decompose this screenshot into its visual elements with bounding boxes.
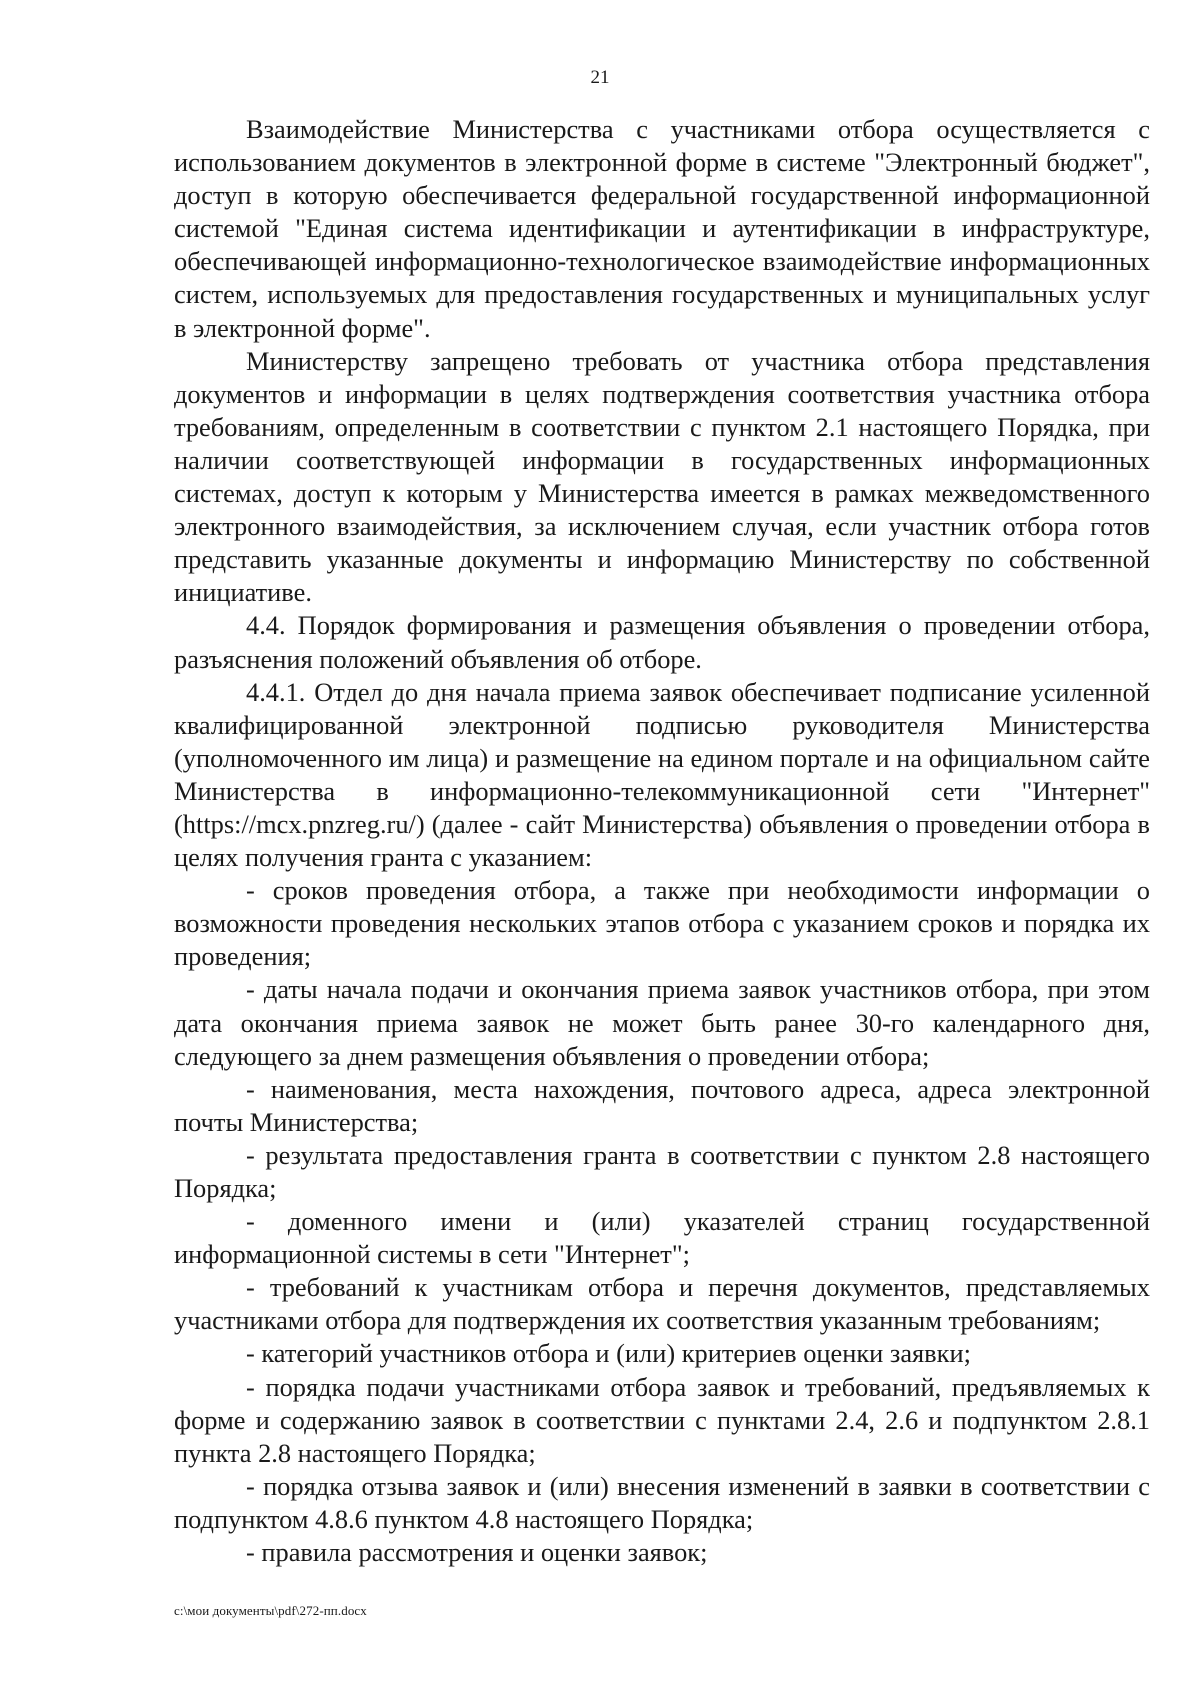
- paragraph: Взаимодействие Министерства с участниками отбора осуществляется с использованием документов в электронной форме в системе "Электронный бюджет", доступ в которую обеспечивается федеральной государственной информационной системой "Единая система идентификации и аутентификации в инфраструктуре, обеспечивающей информационно-технологическое взаимодействие информационных систем, используемых для предоставления государственных и муниципальных услуг в электронной форме".: [174, 114, 1150, 343]
- list-item: - даты начала подачи и окончания приема заявок участников отбора, при этом дата окончания приема заявок не может быть ранее 30-го календарного дня, следующего за днем размещения объявления о проведении отбора;: [174, 974, 1150, 1071]
- footer-file-path: c:\мои документы\pdf\272-пп.docx: [174, 1603, 367, 1618]
- page-number: 21: [590, 67, 610, 88]
- list-item: - наименования, места нахождения, почтового адреса, адреса электронной почты Министерства;: [174, 1073, 1150, 1137]
- list-item: - категорий участников отбора и (или) критериев оценки заявки;: [246, 1338, 971, 1369]
- document-body: [174, 113, 1150, 1569]
- list-item: - требований к участникам отбора и перечня документов, представляемых участниками отбора для подтверждения их соответствия указанным требованиям;: [174, 1272, 1150, 1336]
- list-item: - правила рассмотрения и оценки заявок;: [246, 1537, 708, 1568]
- list-item: - результата предоставления гранта в соответствии с пунктом 2.8 настоящего Порядка;: [174, 1139, 1150, 1203]
- list-item: - доменного имени и (или) указателей страниц государственной информационной системы в сети "Интернет";: [174, 1206, 1150, 1270]
- list-item: - сроков проведения отбора, а также при необходимости информации о возможности проведения нескольких этапов отбора с указанием сроков и порядка их проведения;: [174, 875, 1150, 972]
- paragraph: 4.4. Порядок формирования и размещения объявления о проведении отбора, разъяснения положений объявления об отборе.: [174, 610, 1150, 674]
- list-item: - порядка подачи участниками отбора заявок и требований, предъявляемых к форме и содержанию заявок в соответствии с пунктами 2.4, 2.6 и подпунктом 2.8.1 пункта 2.8 настоящего Порядка;: [174, 1371, 1150, 1468]
- paragraph: Министерству запрещено требовать от участника отбора представления документов и информации в целях подтверждения соответствия участника отбора требованиям, определенным в соответствии с пунктом 2.1 настоящего Порядка, при наличии соответствующей информации в государственных информационных системах, доступ к которым у Министерства имеется в рамках межведомственного электронного взаимодействия, за исключением случая, если участник отбора готов представить указанные документы и информацию Министерству по собственной инициативе.: [174, 345, 1150, 608]
- list-item: - порядка отзыва заявок и (или) внесения изменений в заявки в соответствии с подпунктом 4.8.6 пунктом 4.8 настоящего Порядка;: [174, 1470, 1150, 1534]
- paragraph: 4.4.1. Отдел до дня начала приема заявок обеспечивает подписание усиленной квалифицированной электронной подписью руководителя Министерства (уполномоченного им лица) и размещение на едином портале и на официальном сайте Министерства в информационно-телекоммуникационной сети "Интернет" (https://mcx.pnzreg.ru/) (далее - сайт Министерства) объявления о проведении отбора в целях получения гранта с указанием:: [174, 676, 1150, 873]
